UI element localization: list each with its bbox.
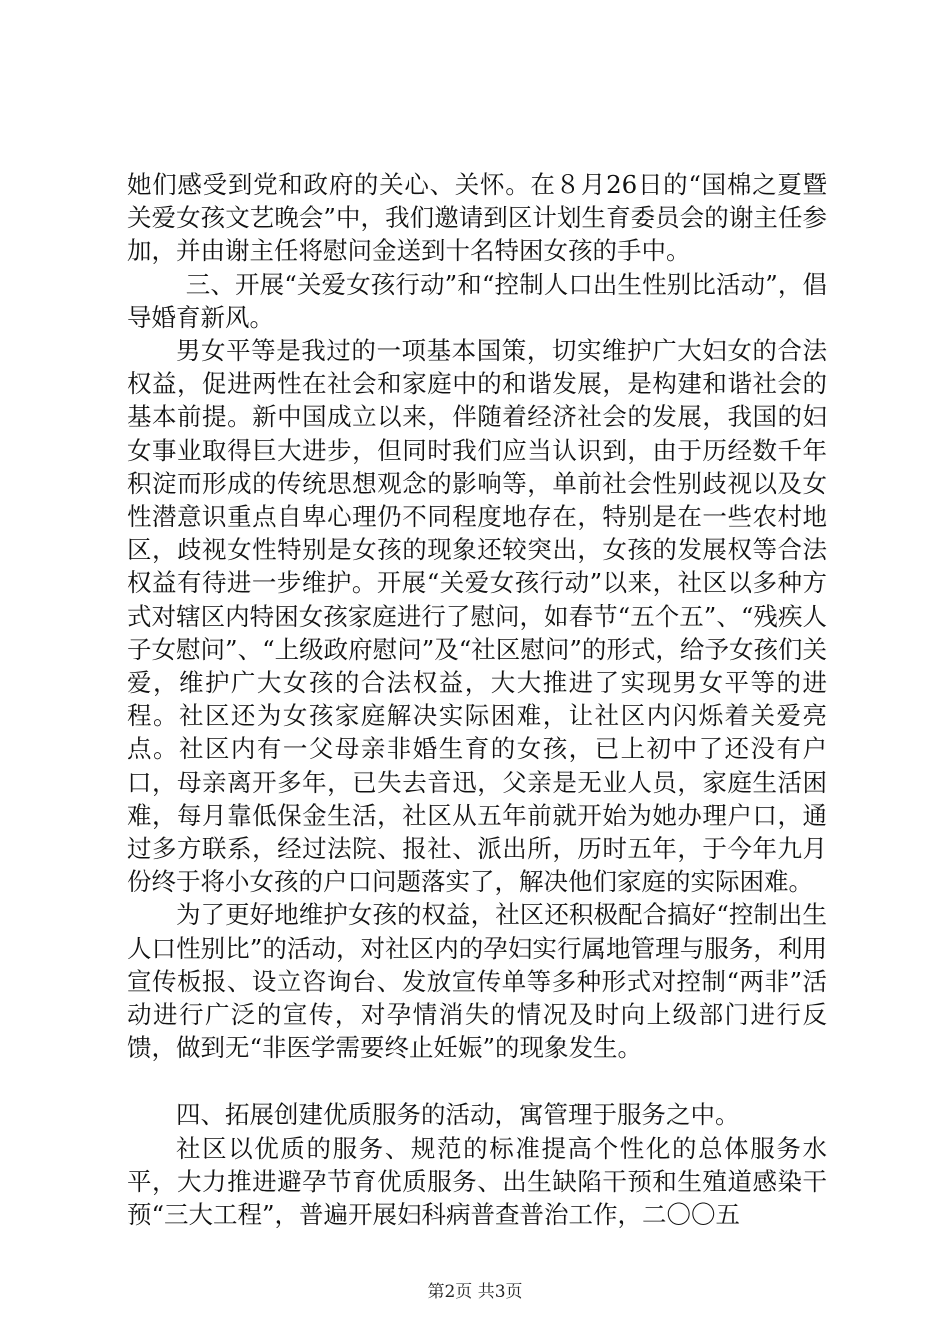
paragraph-spacer	[127, 1064, 827, 1098]
document-body	[127, 168, 827, 1231]
paragraph-quality-service: 社区以优质的服务、规范的标准提高个性化的总体服务水平，大力推进避孕节育优质服务、出生缺陷干预和生殖道感染干预“三大工程”，普遍开展妇科病普查普治工作，二〇〇五	[127, 1133, 827, 1230]
page-footer: 第2页 共3页	[427, 1282, 523, 1302]
paragraph-birth-ratio: 为了更好地维护女孩的权益，社区还积极配合搞好“控制出生人口性别比”的活动，对社区内的孕妇实行属地管理与服务，利用宣传板报、设立咨询台、发放宣传单等多种形式对控制“两非”活动进行广泛的宣传，对孕情消失的情况及时向上级部门进行反馈，做到无“非医学需要终止妊娠”的现象发生。	[127, 900, 827, 1063]
paragraph-gender-equality: 男女平等是我过的一项基本国策，切实维护广大妇女的合法权益，促进两性在社会和家庭中的和谐发展，是构建和谐社会的基本前提。新中国成立以来，伴随着经济社会的发展，我国的妇女事业取得巨大进步，但同时我们应当认识到，由于历经数千年积淀而形成的传统思想观念的影响等，单前社会性别歧视以及女性潜意识重点自卑心理仍不同程度地存在，特别是在一些农村地区，歧视女性特别是女孩的现象还较突出，女孩的发展权等合法权益有待进一步维护。开展“关爱女孩行动”以来，社区以多种方式对辖区内特困女孩家庭进行了慰问，如春节“五个五”、“残疾人子女慰问”、“上级政府慰问”及“社区慰问”的形式，给予女孩们关爱，维护广大女孩的合法权益，大大推进了实现男女平等的进程。社区还为女孩家庭解决实际困难，让社区内闪烁着关爱亮点。社区内有一父母亲非婚生育的女孩，已上初中了还没有户口，母亲离开多年，已失去音迅，父亲是无业人员，家庭生活困难，每月靠低保金生活，社区从五年前就开始为她办理户口，通过多方联系，经过法院、报社、派出所，历时五年，于今年九月份终于将小女孩的户口问题落实了，解决他们家庭的实际困难。	[127, 336, 827, 897]
section-heading-four: 四、拓展创建优质服务的活动，寓管理于服务之中。	[176, 1100, 740, 1130]
section-heading-three: 三、开展“关爱女孩行动”和“控制人口出生性别比活动”，倡导婚育新风。	[127, 269, 827, 332]
paragraph-continuation: 她们感受到党和政府的关心、关怀。在８月26日的“国棉之夏暨关爱女孩文艺晚会”中，我们邀请到区计划生育委员会的谢主任参加，并由谢主任将慰问金送到十名特困女孩的手中。	[127, 170, 827, 266]
